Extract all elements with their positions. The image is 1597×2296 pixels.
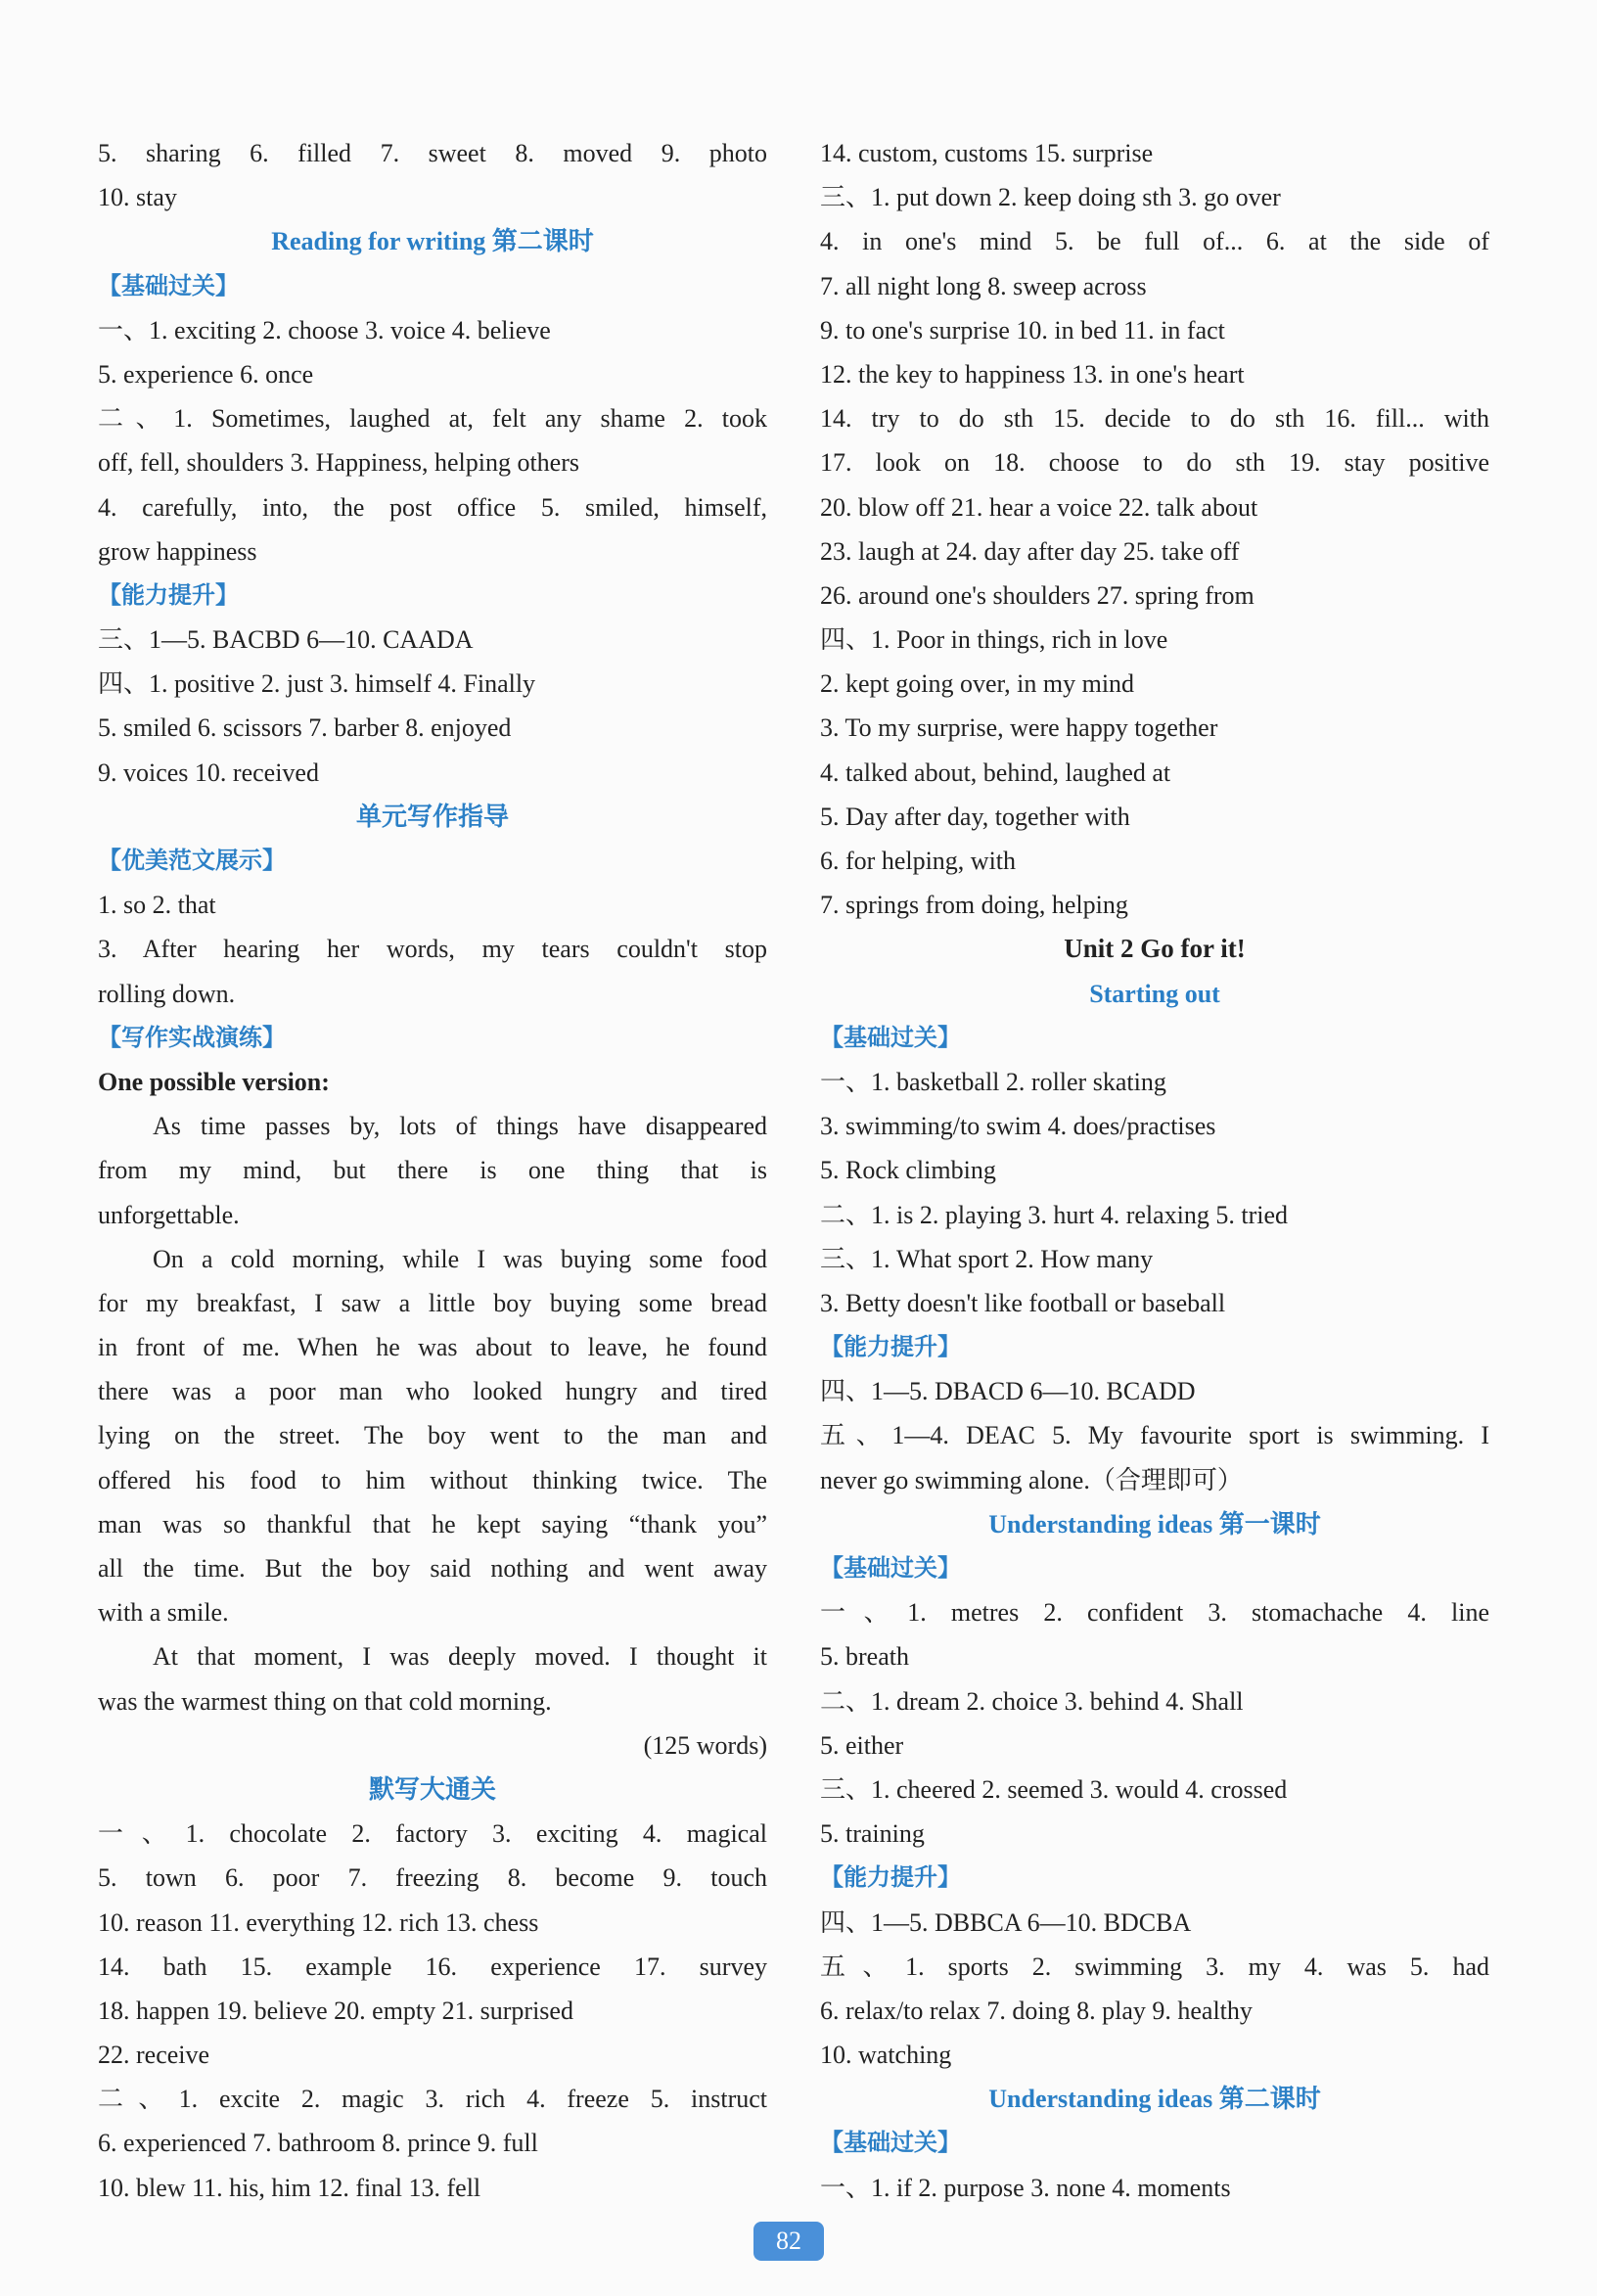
left-column <box>98 131 767 2210</box>
text-line: 7. springs from doing, helping <box>820 891 1128 920</box>
text-line: never go swimming alone.（合理即可） <box>820 1465 1243 1494</box>
text-line: for my breakfast, I saw a little boy buying some bread <box>98 1288 767 1317</box>
text-line: 14. bath 15. example 16. experience 17. survey <box>98 1952 767 1981</box>
text-line: 5. Rock climbing <box>820 1156 996 1185</box>
text-line: lying on the street. The boy went to the man and <box>98 1421 767 1450</box>
text-line: 三、1. put down 2. keep doing sth 3. go over <box>820 183 1281 212</box>
text-line: 五、1—4. DEAC 5. My favourite sport is swimming. I <box>820 1421 1489 1450</box>
text-line: 6. experienced 7. bathroom 8. prince 9. full <box>98 2129 538 2158</box>
text-line: all the time. But the boy said nothing and went away <box>98 1554 767 1583</box>
text-line: 17. look on 18. choose to do sth 19. stay positive <box>820 448 1489 478</box>
text-line: 18. happen 19. believe 20. empty 21. surprised <box>98 1996 573 2025</box>
text-line: 5. smiled 6. scissors 7. barber 8. enjoyed <box>98 713 512 743</box>
text-line: with a smile. <box>98 1598 229 1628</box>
right-column <box>820 131 1489 2210</box>
text-line: 3. After hearing her words, my tears couldn't stop <box>98 935 767 964</box>
text-line: there was a poor man who looked hungry and tired <box>98 1377 767 1406</box>
section-label: 【基础过关】 <box>820 1554 961 1582</box>
text-line: 五、1. sports 2. swimming 3. my 4. was 5. had <box>820 1952 1489 1981</box>
section-label: 【能力提升】 <box>98 580 239 609</box>
text-line: 7. all night long 8. sweep across <box>820 271 1147 300</box>
text-line: Unit 2 Go for it! <box>1064 934 1246 964</box>
text-line: On a cold morning, while I was buying some food <box>153 1244 767 1273</box>
text-line: As time passes by, lots of things have disappeared <box>153 1112 767 1141</box>
text-line: 10. blew 11. his, him 12. final 13. fell <box>98 2173 481 2202</box>
section-heading: 默写大通关 <box>368 1774 496 1804</box>
text-line: 5. Day after day, together with <box>820 802 1130 831</box>
text-line: 四、1. Poor in things, rich in love <box>820 625 1168 655</box>
text-line: from my mind, but there is one thing that is <box>98 1156 767 1185</box>
text-line: 一、1. exciting 2. choose 3. voice 4. believe <box>98 315 551 344</box>
text-line: 9. voices 10. received <box>98 758 319 787</box>
text-line: 3. Betty doesn't like football or baseball <box>820 1288 1226 1317</box>
text-line: 三、1. What sport 2. How many <box>820 1244 1154 1273</box>
text-line: grow happiness <box>98 536 257 566</box>
text-line: 20. blow off 21. hear a voice 22. talk about <box>820 492 1258 522</box>
text-line: 一、1. if 2. purpose 3. none 4. moments <box>820 2173 1231 2202</box>
text-line: 3. swimming/to swim 4. does/practises <box>820 1112 1216 1141</box>
section-label: 【能力提升】 <box>820 1333 961 1361</box>
text-line: 三、1—5. BACBD 6—10. CAADA <box>98 625 474 655</box>
text-line: 10. watching <box>820 2041 952 2070</box>
text-line: 一、1. basketball 2. roller skating <box>820 1067 1166 1096</box>
text-line: 一、1. chocolate 2. factory 3. exciting 4. magical <box>98 1819 767 1849</box>
text-line: 5. experience 6. once <box>98 359 314 389</box>
section-label: 【优美范文展示】 <box>98 847 286 874</box>
page-number: 82 <box>753 2222 824 2261</box>
text-line: offered his food to him without thinking twice. The <box>98 1465 767 1494</box>
text-line: 二、1. Sometimes, laughed at, felt any shame 2. took <box>98 404 767 434</box>
text-line: 四、1—5. DBBCA 6—10. BDCBA <box>820 1907 1192 1937</box>
text-line: At that moment, I was deeply moved. I thought it <box>153 1642 767 1672</box>
section-heading: Understanding ideas 第二课时 <box>988 2085 1321 2114</box>
section-label: 【基础过关】 <box>98 271 239 299</box>
text-line: 四、1—5. DBACD 6—10. BCADD <box>820 1377 1196 1406</box>
text-line: 9. to one's surprise 10. in bed 11. in fact <box>820 315 1225 344</box>
text-line: One possible version: <box>98 1067 330 1096</box>
text-line: 10. stay <box>98 183 177 212</box>
text-line: 二、1. is 2. playing 3. hurt 4. relaxing 5. tried <box>820 1200 1289 1229</box>
text-line: 二、1. dream 2. choice 3. behind 4. Shall <box>820 1686 1244 1716</box>
text-line: 14. try to do sth 15. decide to do sth 16. fill... with <box>820 404 1489 434</box>
text-line: 5. sharing 6. filled 7. sweet 8. moved 9. photo <box>98 139 767 167</box>
text-line: 一、1. metres 2. confident 3. stomachache 4. line <box>820 1598 1489 1628</box>
text-line: 10. reason 11. everything 12. rich 13. chess <box>98 1907 539 1937</box>
section-heading: Starting out <box>1089 979 1220 1008</box>
text-line: man was so thankful that he kept saying “thank you” <box>98 1509 767 1538</box>
text-line: 1. so 2. that <box>98 891 216 920</box>
section-heading: Understanding ideas 第一课时 <box>988 1509 1321 1538</box>
text-line: in front of me. When he was about to leave, he found <box>98 1333 767 1362</box>
text-line: 12. the key to happiness 13. in one's heart <box>820 359 1245 389</box>
text-line: 四、1. positive 2. just 3. himself 4. Finally <box>98 669 536 699</box>
text-line: 5. training <box>820 1819 925 1849</box>
text-line: 二、1. excite 2. magic 3. rich 4. freeze 5. instruct <box>98 2085 767 2114</box>
section-label: 【基础过关】 <box>820 1023 961 1051</box>
text-line: 5. breath <box>820 1642 909 1672</box>
text-line: 6. relax/to relax 7. doing 8. play 9. healthy <box>820 1996 1253 2025</box>
text-line: 4. talked about, behind, laughed at <box>820 758 1171 787</box>
section-label: 【写作实战演练】 <box>98 1023 286 1051</box>
text-line: unforgettable. <box>98 1200 240 1229</box>
text-line: 6. for helping, with <box>820 847 1017 875</box>
text-line: 22. receive <box>98 2041 210 2070</box>
text-line: 三、1. cheered 2. seemed 3. would 4. crossed <box>820 1774 1288 1804</box>
text-line: 26. around one's shoulders 27. spring from <box>820 580 1255 610</box>
text-line: (125 words) <box>643 1730 767 1760</box>
section-heading: Reading for writing 第二课时 <box>271 227 594 256</box>
text-line: 5. either <box>820 1730 904 1760</box>
text-line: 3. To my surprise, were happy together <box>820 713 1218 743</box>
text-line: 4. carefully, into, the post office 5. smiled, himself, <box>98 492 767 522</box>
text-line: 2. kept going over, in my mind <box>820 669 1135 699</box>
section-label: 【基础过关】 <box>820 2129 961 2157</box>
text-line: 14. custom, customs 15. surprise <box>820 139 1154 167</box>
text-line: was the warmest thing on that cold morning. <box>98 1686 552 1716</box>
text-line: 23. laugh at 24. day after day 25. take off <box>820 536 1240 566</box>
text-line: 5. town 6. poor 7. freezing 8. become 9. touch <box>98 1863 767 1893</box>
text-line: rolling down. <box>98 979 236 1008</box>
section-heading: 单元写作指导 <box>355 802 509 831</box>
text-line: off, fell, shoulders 3. Happiness, helping others <box>98 448 579 478</box>
text-line: 4. in one's mind 5. be full of... 6. at the side of <box>820 227 1489 256</box>
section-label: 【能力提升】 <box>820 1863 961 1892</box>
